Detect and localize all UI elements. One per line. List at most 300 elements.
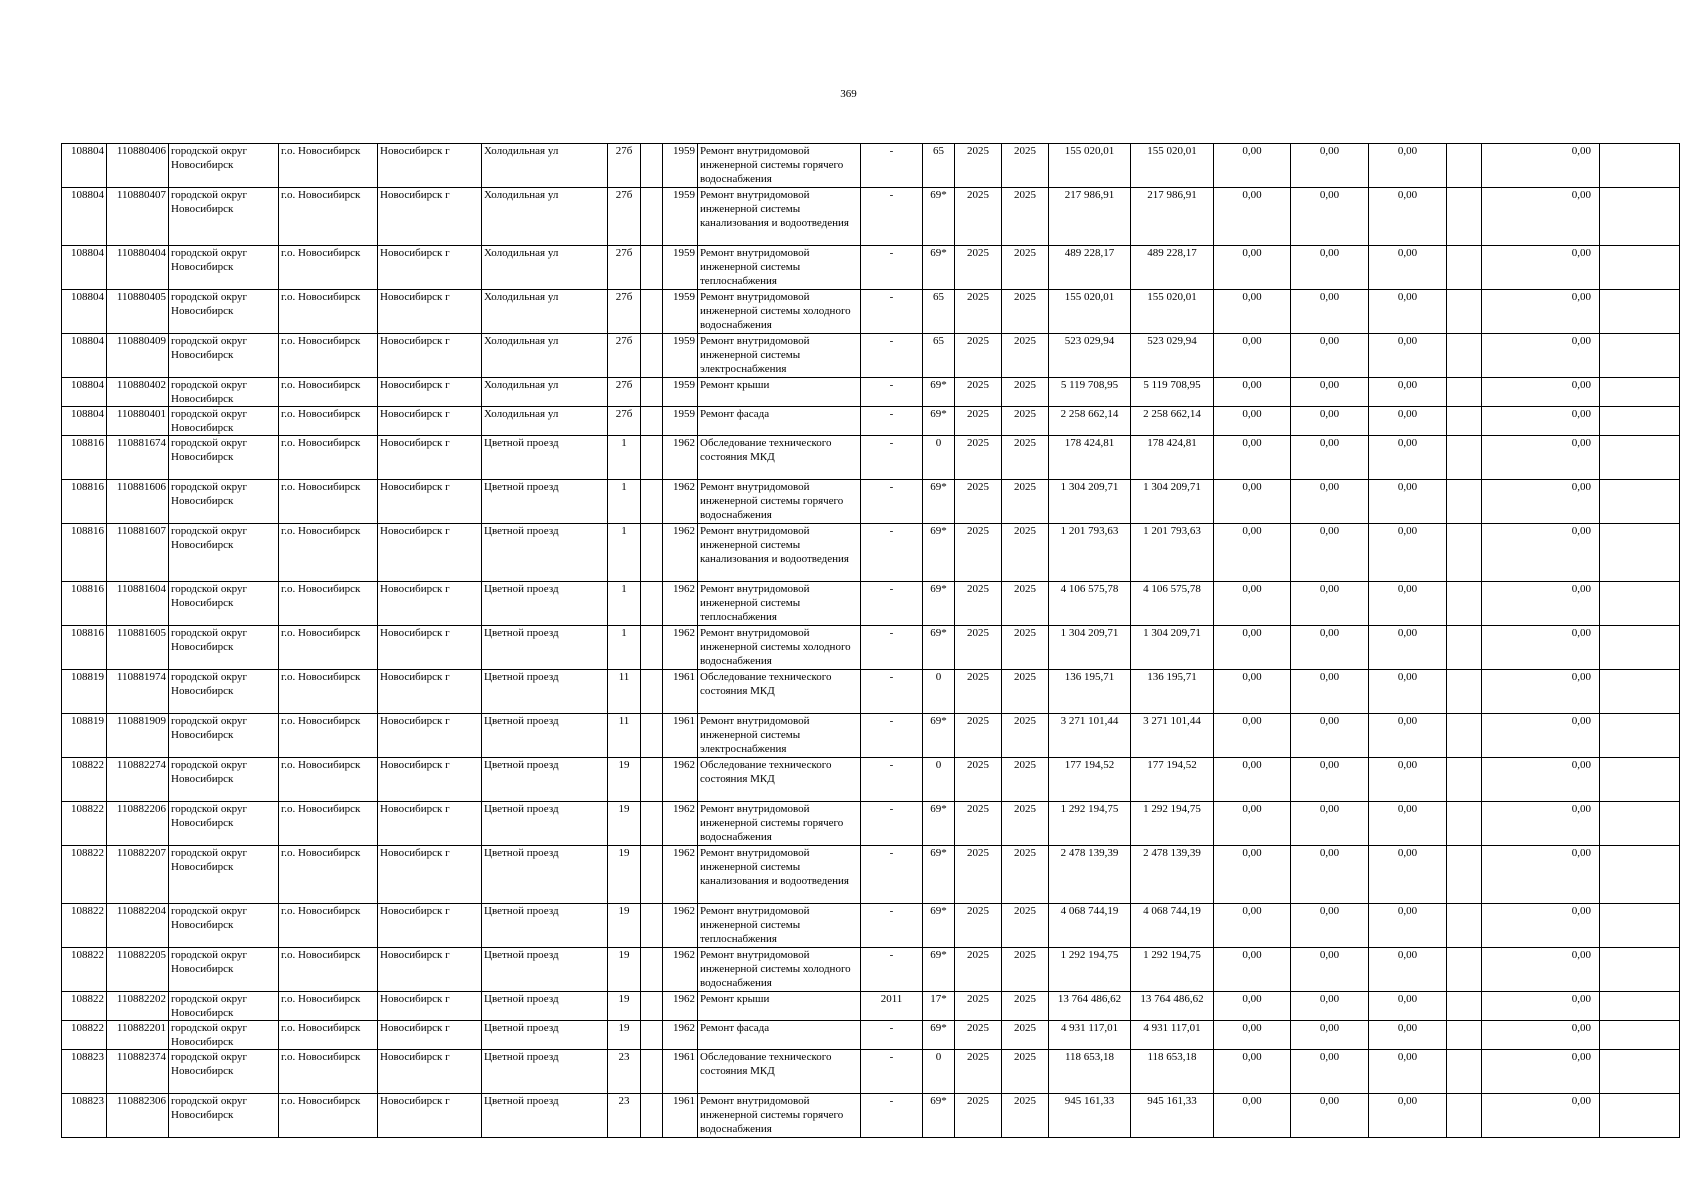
row-fund-4	[1447, 670, 1482, 714]
row-locality: Новосибирск г	[378, 407, 482, 436]
row-municipality: г.о. Новосибирск	[279, 948, 378, 992]
row-wear-percent: 0	[923, 1050, 955, 1094]
row-building	[641, 626, 663, 670]
table-row	[62, 992, 1680, 1021]
row-plan-start-year: 2025	[955, 992, 1002, 1021]
row-wear-percent: 69*	[923, 948, 955, 992]
row-note	[1600, 758, 1680, 802]
row-fund-1: 0,00	[1214, 334, 1291, 378]
row-build-year: 1959	[663, 334, 698, 378]
row-plan-end-year: 2025	[1002, 378, 1049, 407]
row-building	[641, 1021, 663, 1050]
capital-repair-table	[61, 143, 1680, 1138]
row-build-year: 1962	[663, 1021, 698, 1050]
row-last-repair-year: -	[861, 714, 923, 758]
row-plan-start-year: 2025	[955, 758, 1002, 802]
row-plan-end-year: 2025	[1002, 1094, 1049, 1138]
row-fund-4	[1447, 378, 1482, 407]
row-build-year: 1962	[663, 802, 698, 846]
row-plan-start-year: 2025	[955, 1094, 1002, 1138]
table-row	[62, 670, 1680, 714]
row-street: Холодильная ул	[482, 334, 608, 378]
row-municipality: г.о. Новосибирск	[279, 1021, 378, 1050]
row-plan-start-year: 2025	[955, 582, 1002, 626]
row-note	[1600, 144, 1680, 188]
row-fund-3: 0,00	[1369, 904, 1447, 948]
table-row	[62, 290, 1680, 334]
row-house-number: 1	[608, 480, 641, 524]
row-build-year: 1959	[663, 378, 698, 407]
row-note	[1600, 670, 1680, 714]
row-plan-end-year: 2025	[1002, 144, 1049, 188]
row-cost: 2 258 662,14	[1049, 407, 1131, 436]
row-total-cost: 1 292 194,75	[1131, 948, 1214, 992]
row-municipality: г.о. Новосибирск	[279, 758, 378, 802]
row-district: городской округ Новосибирск	[169, 758, 279, 802]
row-house-number: 27б	[608, 144, 641, 188]
row-total-cost: 1 304 209,71	[1131, 626, 1214, 670]
row-total-cost: 217 986,91	[1131, 188, 1214, 246]
row-fund-4	[1447, 144, 1482, 188]
row-fund-2: 0,00	[1291, 758, 1369, 802]
row-wear-percent: 0	[923, 670, 955, 714]
row-work-type: Ремонт внутридомовой инженерной системы горячего водоснабжения	[698, 480, 861, 524]
row-locality: Новосибирск г	[378, 714, 482, 758]
row-id: 108822	[62, 904, 107, 948]
row-work-type: Ремонт фасада	[698, 1021, 861, 1050]
row-last-repair-year: -	[861, 290, 923, 334]
row-street: Цветной проезд	[482, 436, 608, 480]
row-wear-percent: 17*	[923, 992, 955, 1021]
row-code: 110882204	[107, 904, 169, 948]
row-house-number: 23	[608, 1094, 641, 1138]
row-fund-2: 0,00	[1291, 670, 1369, 714]
row-fund-1: 0,00	[1214, 626, 1291, 670]
row-note	[1600, 802, 1680, 846]
row-cost: 2 478 139,39	[1049, 846, 1131, 904]
row-district: городской округ Новосибирск	[169, 582, 279, 626]
row-wear-percent: 69*	[923, 246, 955, 290]
row-wear-percent: 69*	[923, 714, 955, 758]
row-house-number: 19	[608, 1021, 641, 1050]
row-house-number: 19	[608, 758, 641, 802]
row-street: Цветной проезд	[482, 1094, 608, 1138]
row-fund-5: 0,00	[1482, 378, 1600, 407]
row-fund-1: 0,00	[1214, 714, 1291, 758]
row-fund-3: 0,00	[1369, 378, 1447, 407]
row-locality: Новосибирск г	[378, 948, 482, 992]
row-plan-end-year: 2025	[1002, 582, 1049, 626]
row-note	[1600, 436, 1680, 480]
row-fund-2: 0,00	[1291, 378, 1369, 407]
row-plan-start-year: 2025	[955, 626, 1002, 670]
row-building	[641, 334, 663, 378]
table-row	[62, 904, 1680, 948]
row-build-year: 1959	[663, 407, 698, 436]
row-last-repair-year: -	[861, 524, 923, 582]
row-fund-5: 0,00	[1482, 188, 1600, 246]
row-id: 108816	[62, 524, 107, 582]
row-fund-1: 0,00	[1214, 758, 1291, 802]
row-fund-5: 0,00	[1482, 436, 1600, 480]
table-row	[62, 582, 1680, 626]
row-street: Холодильная ул	[482, 290, 608, 334]
row-fund-4	[1447, 1050, 1482, 1094]
row-wear-percent: 69*	[923, 1094, 955, 1138]
row-wear-percent: 69*	[923, 582, 955, 626]
row-build-year: 1962	[663, 948, 698, 992]
row-building	[641, 846, 663, 904]
row-id: 108816	[62, 582, 107, 626]
row-id: 108804	[62, 378, 107, 407]
row-plan-end-year: 2025	[1002, 626, 1049, 670]
row-work-type: Ремонт внутридомовой инженерной системы горячего водоснабжения	[698, 144, 861, 188]
table-row	[62, 1050, 1680, 1094]
row-last-repair-year: -	[861, 480, 923, 524]
row-wear-percent: 65	[923, 334, 955, 378]
row-code: 110881604	[107, 582, 169, 626]
row-fund-5: 0,00	[1482, 480, 1600, 524]
row-plan-end-year: 2025	[1002, 1021, 1049, 1050]
row-cost: 1 292 194,75	[1049, 802, 1131, 846]
row-building	[641, 407, 663, 436]
row-fund-5: 0,00	[1482, 758, 1600, 802]
row-locality: Новосибирск г	[378, 802, 482, 846]
row-district: городской округ Новосибирск	[169, 188, 279, 246]
row-code: 110881909	[107, 714, 169, 758]
row-work-type: Ремонт внутридомовой инженерной системы холодного водоснабжения	[698, 948, 861, 992]
row-code: 110880401	[107, 407, 169, 436]
row-wear-percent: 69*	[923, 846, 955, 904]
row-work-type: Ремонт внутридомовой инженерной системы электроснабжения	[698, 714, 861, 758]
row-fund-1: 0,00	[1214, 188, 1291, 246]
row-fund-4	[1447, 436, 1482, 480]
row-fund-2: 0,00	[1291, 436, 1369, 480]
row-street: Холодильная ул	[482, 144, 608, 188]
row-total-cost: 5 119 708,95	[1131, 378, 1214, 407]
row-fund-5: 0,00	[1482, 582, 1600, 626]
row-fund-2: 0,00	[1291, 246, 1369, 290]
row-building	[641, 802, 663, 846]
row-fund-2: 0,00	[1291, 714, 1369, 758]
row-work-type: Ремонт внутридомовой инженерной системы электроснабжения	[698, 334, 861, 378]
row-note	[1600, 582, 1680, 626]
row-work-type: Ремонт внутридомовой инженерной системы теплоснабжения	[698, 582, 861, 626]
row-house-number: 1	[608, 626, 641, 670]
row-locality: Новосибирск г	[378, 846, 482, 904]
row-plan-start-year: 2025	[955, 670, 1002, 714]
row-locality: Новосибирск г	[378, 188, 482, 246]
row-street: Цветной проезд	[482, 758, 608, 802]
row-house-number: 27б	[608, 378, 641, 407]
row-house-number: 19	[608, 802, 641, 846]
row-district: городской округ Новосибирск	[169, 670, 279, 714]
row-build-year: 1961	[663, 1050, 698, 1094]
row-plan-end-year: 2025	[1002, 290, 1049, 334]
row-note	[1600, 246, 1680, 290]
row-municipality: г.о. Новосибирск	[279, 407, 378, 436]
row-street: Холодильная ул	[482, 378, 608, 407]
row-work-type: Ремонт фасада	[698, 407, 861, 436]
row-work-type: Обследование технического состояния МКД	[698, 758, 861, 802]
row-building	[641, 992, 663, 1021]
row-cost: 5 119 708,95	[1049, 378, 1131, 407]
row-building	[641, 904, 663, 948]
row-build-year: 1962	[663, 904, 698, 948]
row-fund-1: 0,00	[1214, 407, 1291, 436]
row-fund-3: 0,00	[1369, 144, 1447, 188]
row-note	[1600, 407, 1680, 436]
row-id: 108804	[62, 246, 107, 290]
row-locality: Новосибирск г	[378, 246, 482, 290]
row-plan-start-year: 2025	[955, 1021, 1002, 1050]
row-total-cost: 2 478 139,39	[1131, 846, 1214, 904]
row-municipality: г.о. Новосибирск	[279, 846, 378, 904]
row-wear-percent: 69*	[923, 802, 955, 846]
row-fund-1: 0,00	[1214, 992, 1291, 1021]
row-fund-3: 0,00	[1369, 670, 1447, 714]
row-district: городской округ Новосибирск	[169, 1021, 279, 1050]
row-street: Цветной проезд	[482, 582, 608, 626]
row-house-number: 19	[608, 846, 641, 904]
row-fund-3: 0,00	[1369, 290, 1447, 334]
row-fund-3: 0,00	[1369, 758, 1447, 802]
row-street: Цветной проезд	[482, 948, 608, 992]
row-work-type: Ремонт внутридомовой инженерной системы горячего водоснабжения	[698, 802, 861, 846]
row-code: 110880404	[107, 246, 169, 290]
table-row	[62, 1021, 1680, 1050]
row-house-number: 11	[608, 714, 641, 758]
row-plan-end-year: 2025	[1002, 802, 1049, 846]
row-code: 110880407	[107, 188, 169, 246]
row-house-number: 1	[608, 436, 641, 480]
row-fund-3: 0,00	[1369, 846, 1447, 904]
row-fund-4	[1447, 904, 1482, 948]
row-street: Цветной проезд	[482, 480, 608, 524]
row-street: Цветной проезд	[482, 802, 608, 846]
row-total-cost: 118 653,18	[1131, 1050, 1214, 1094]
row-plan-end-year: 2025	[1002, 246, 1049, 290]
row-fund-3: 0,00	[1369, 524, 1447, 582]
row-building	[641, 290, 663, 334]
row-build-year: 1959	[663, 290, 698, 334]
row-code: 110881605	[107, 626, 169, 670]
row-last-repair-year: -	[861, 144, 923, 188]
row-fund-4	[1447, 246, 1482, 290]
row-fund-4	[1447, 407, 1482, 436]
row-house-number: 27б	[608, 290, 641, 334]
row-fund-2: 0,00	[1291, 290, 1369, 334]
row-locality: Новосибирск г	[378, 758, 482, 802]
row-code: 110882202	[107, 992, 169, 1021]
row-street: Цветной проезд	[482, 992, 608, 1021]
row-house-number: 11	[608, 670, 641, 714]
row-plan-start-year: 2025	[955, 334, 1002, 378]
row-code: 110882274	[107, 758, 169, 802]
row-cost: 1 304 209,71	[1049, 626, 1131, 670]
row-plan-end-year: 2025	[1002, 904, 1049, 948]
row-fund-1: 0,00	[1214, 378, 1291, 407]
row-cost: 3 271 101,44	[1049, 714, 1131, 758]
row-district: городской округ Новосибирск	[169, 480, 279, 524]
row-id: 108822	[62, 1021, 107, 1050]
row-work-type: Ремонт внутридомовой инженерной системы горячего водоснабжения	[698, 1094, 861, 1138]
row-building	[641, 480, 663, 524]
row-fund-4	[1447, 524, 1482, 582]
row-fund-1: 0,00	[1214, 290, 1291, 334]
row-municipality: г.о. Новосибирск	[279, 334, 378, 378]
row-build-year: 1959	[663, 246, 698, 290]
table-row	[62, 188, 1680, 246]
row-fund-3: 0,00	[1369, 802, 1447, 846]
row-locality: Новосибирск г	[378, 1050, 482, 1094]
row-build-year: 1962	[663, 992, 698, 1021]
row-fund-4	[1447, 582, 1482, 626]
row-build-year: 1962	[663, 436, 698, 480]
row-id: 108804	[62, 407, 107, 436]
row-fund-2: 0,00	[1291, 144, 1369, 188]
row-wear-percent: 65	[923, 144, 955, 188]
row-building	[641, 714, 663, 758]
row-id: 108804	[62, 144, 107, 188]
row-last-repair-year: -	[861, 1021, 923, 1050]
row-last-repair-year: -	[861, 948, 923, 992]
row-plan-start-year: 2025	[955, 290, 1002, 334]
row-building	[641, 246, 663, 290]
row-fund-4	[1447, 290, 1482, 334]
row-district: городской округ Новосибирск	[169, 290, 279, 334]
row-total-cost: 523 029,94	[1131, 334, 1214, 378]
row-total-cost: 136 195,71	[1131, 670, 1214, 714]
row-municipality: г.о. Новосибирск	[279, 290, 378, 334]
row-code: 110882207	[107, 846, 169, 904]
row-fund-5: 0,00	[1482, 407, 1600, 436]
row-building	[641, 144, 663, 188]
row-locality: Новосибирск г	[378, 144, 482, 188]
row-fund-1: 0,00	[1214, 246, 1291, 290]
row-total-cost: 3 271 101,44	[1131, 714, 1214, 758]
row-build-year: 1959	[663, 188, 698, 246]
row-last-repair-year: -	[861, 626, 923, 670]
row-street: Цветной проезд	[482, 714, 608, 758]
row-municipality: г.о. Новосибирск	[279, 992, 378, 1021]
row-cost: 523 029,94	[1049, 334, 1131, 378]
table-row	[62, 246, 1680, 290]
table-row	[62, 948, 1680, 992]
row-fund-1: 0,00	[1214, 1021, 1291, 1050]
table-row	[62, 524, 1680, 582]
row-plan-end-year: 2025	[1002, 714, 1049, 758]
row-fund-4	[1447, 626, 1482, 670]
row-code: 110881606	[107, 480, 169, 524]
row-id: 108804	[62, 334, 107, 378]
row-id: 108816	[62, 626, 107, 670]
row-work-type: Ремонт внутридомовой инженерной системы холодного водоснабжения	[698, 290, 861, 334]
row-total-cost: 4 931 117,01	[1131, 1021, 1214, 1050]
row-plan-end-year: 2025	[1002, 670, 1049, 714]
row-fund-1: 0,00	[1214, 846, 1291, 904]
row-building	[641, 758, 663, 802]
row-house-number: 27б	[608, 188, 641, 246]
row-street: Холодильная ул	[482, 407, 608, 436]
row-district: городской округ Новосибирск	[169, 1050, 279, 1094]
row-locality: Новосибирск г	[378, 480, 482, 524]
table-row	[62, 334, 1680, 378]
row-fund-3: 0,00	[1369, 1021, 1447, 1050]
row-municipality: г.о. Новосибирск	[279, 904, 378, 948]
row-municipality: г.о. Новосибирск	[279, 188, 378, 246]
row-last-repair-year: -	[861, 188, 923, 246]
row-fund-5: 0,00	[1482, 246, 1600, 290]
row-plan-end-year: 2025	[1002, 334, 1049, 378]
row-total-cost: 945 161,33	[1131, 1094, 1214, 1138]
row-fund-3: 0,00	[1369, 948, 1447, 992]
row-plan-end-year: 2025	[1002, 524, 1049, 582]
row-wear-percent: 69*	[923, 188, 955, 246]
row-plan-start-year: 2025	[955, 378, 1002, 407]
row-last-repair-year: -	[861, 846, 923, 904]
row-cost: 13 764 486,62	[1049, 992, 1131, 1021]
row-fund-5: 0,00	[1482, 1050, 1600, 1094]
row-cost: 1 201 793,63	[1049, 524, 1131, 582]
row-work-type: Ремонт внутридомовой инженерной системы канализования и водоотведения	[698, 846, 861, 904]
row-district: городской округ Новосибирск	[169, 904, 279, 948]
row-id: 108823	[62, 1050, 107, 1094]
row-fund-4	[1447, 1094, 1482, 1138]
row-id: 108819	[62, 670, 107, 714]
row-work-type: Ремонт крыши	[698, 992, 861, 1021]
row-fund-4	[1447, 480, 1482, 524]
row-cost: 217 986,91	[1049, 188, 1131, 246]
row-district: городской округ Новосибирск	[169, 992, 279, 1021]
row-fund-5: 0,00	[1482, 992, 1600, 1021]
row-build-year: 1961	[663, 1094, 698, 1138]
row-note	[1600, 948, 1680, 992]
row-last-repair-year: -	[861, 1050, 923, 1094]
row-fund-2: 0,00	[1291, 626, 1369, 670]
row-total-cost: 177 194,52	[1131, 758, 1214, 802]
row-cost: 177 194,52	[1049, 758, 1131, 802]
row-fund-5: 0,00	[1482, 1094, 1600, 1138]
row-cost: 945 161,33	[1049, 1094, 1131, 1138]
row-municipality: г.о. Новосибирск	[279, 802, 378, 846]
row-fund-1: 0,00	[1214, 524, 1291, 582]
row-municipality: г.о. Новосибирск	[279, 436, 378, 480]
row-last-repair-year: 2011	[861, 992, 923, 1021]
row-building	[641, 582, 663, 626]
row-work-type: Ремонт внутридомовой инженерной системы теплоснабжения	[698, 246, 861, 290]
row-district: городской округ Новосибирск	[169, 626, 279, 670]
row-locality: Новосибирск г	[378, 334, 482, 378]
row-total-cost: 13 764 486,62	[1131, 992, 1214, 1021]
row-fund-3: 0,00	[1369, 188, 1447, 246]
table-row	[62, 758, 1680, 802]
row-cost: 178 424,81	[1049, 436, 1131, 480]
row-building	[641, 1094, 663, 1138]
row-locality: Новосибирск г	[378, 290, 482, 334]
row-plan-start-year: 2025	[955, 802, 1002, 846]
row-municipality: г.о. Новосибирск	[279, 524, 378, 582]
row-fund-5: 0,00	[1482, 948, 1600, 992]
row-plan-start-year: 2025	[955, 1050, 1002, 1094]
row-wear-percent: 0	[923, 436, 955, 480]
row-wear-percent: 69*	[923, 378, 955, 407]
row-fund-1: 0,00	[1214, 1094, 1291, 1138]
row-fund-1: 0,00	[1214, 1050, 1291, 1094]
row-fund-3: 0,00	[1369, 480, 1447, 524]
row-code: 110880405	[107, 290, 169, 334]
row-fund-3: 0,00	[1369, 582, 1447, 626]
